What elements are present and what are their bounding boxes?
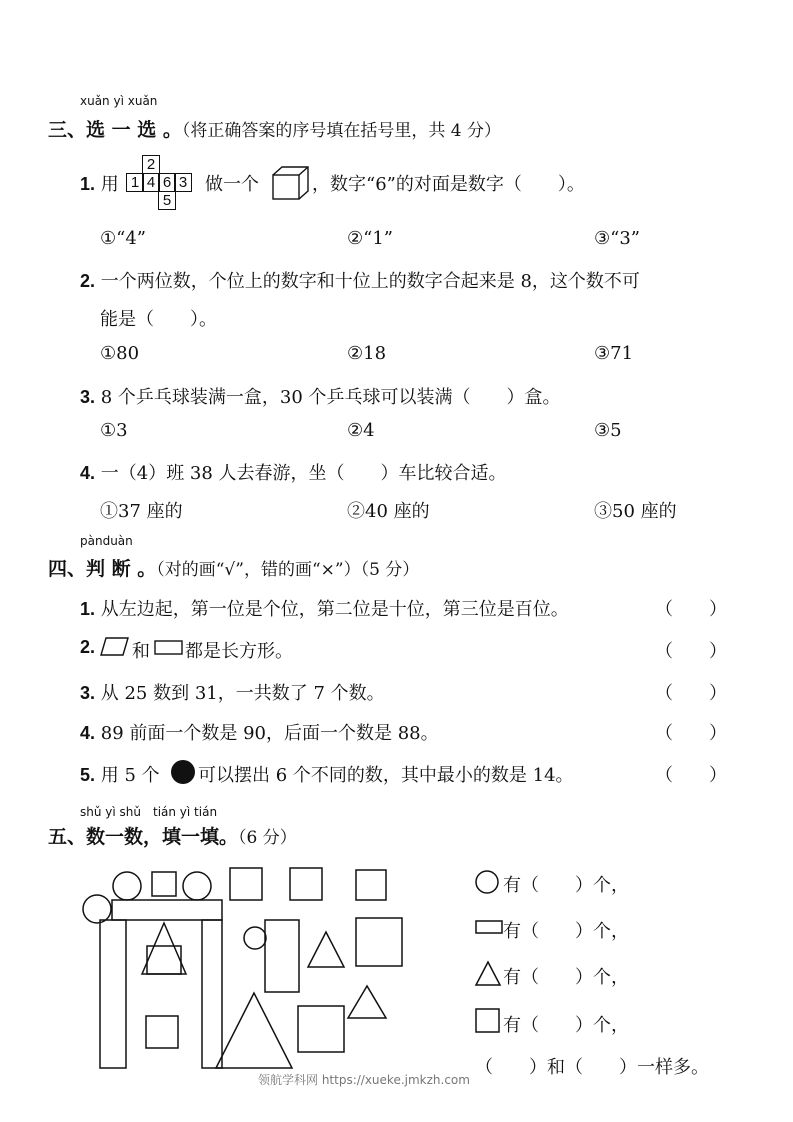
q1-number: 1. [80,174,96,194]
rectangle-icon [154,640,184,656]
count-rectangle: 有（ ）个， [503,921,629,942]
black-dot-icon [170,759,196,785]
count-square: 有（ ）个， [503,1015,629,1036]
net-cell: 3 [174,173,192,192]
q3-line [80,383,561,409]
judge-item-4 [80,719,439,745]
net-cell: 1 [126,173,144,192]
judge-item-5 [80,761,160,787]
cube-icon [272,166,310,200]
q4-option-1: ①37 座的 [100,501,183,522]
answer-paren: （ ） [655,641,727,662]
judge-number: 2. [80,637,96,657]
q4-option-3: ③50 座的 [594,501,677,522]
shapes-figure [80,860,410,1075]
judge-5-pre: 用 5 个 [100,765,160,786]
sec3-heading [48,115,501,142]
judge-item-2 [80,637,95,658]
q3-number: 3. [80,387,96,407]
sec5-title: 五、数一数，填一填。 [48,826,239,848]
q3-option-3: ③5 [594,420,622,441]
sec4-note: （对的画“√”，错的画“×”）（5 分） [156,560,420,580]
count-circle: 有（ ）个， [503,875,629,896]
judge-2-post: 都是长方形。 [185,641,293,662]
net-cell: 6 [158,173,176,192]
q1-mid: 做一个 [205,174,259,195]
cube-net-diagram [124,155,196,207]
parallelogram-icon [100,637,130,657]
judge-number: 4. [80,723,96,743]
q4-line [80,459,507,485]
sec5-pinyin: shǔ yì shǔ tián yì tián [80,805,218,819]
q1-post: ，数字“6”的对面是数字（ ）。 [312,174,585,195]
square-icon [475,1008,501,1034]
judge-text: 从左边起，第一位是个位，第二位是十位，第三位是百位。 [100,599,569,620]
judge-2-mid: 和 [132,641,150,662]
q2-line1 [80,267,640,293]
answer-paren: （ ） [655,683,727,704]
judge-item-3 [80,679,385,705]
q1-line [80,170,119,196]
judge-number: 5. [80,765,96,785]
q3-option-2: ②4 [347,420,375,441]
q4-text: 一（4）班 38 人去春游，坐（ ）车比较合适。 [100,463,507,484]
rectangle-icon [475,920,505,936]
sec4-heading [48,554,419,581]
q1-prefix: 用 [100,174,119,195]
q2-number: 2. [80,271,96,291]
net-cell: 2 [142,155,160,174]
q4-number: 4. [80,463,96,483]
triangle-icon [475,961,503,987]
q1-option-1: ①“4” [100,228,146,249]
net-cell: 4 [142,173,160,192]
sec3-pinyin: xuǎn yì xuǎn [80,94,158,108]
judge-text: 从 25 数到 31，一共数了 7 个数。 [100,683,385,704]
judge-item-1 [80,595,569,621]
watermark: 领航学科网 https://xueke.jmkzh.com [258,1073,470,1087]
q2-option-3: ③71 [594,343,634,364]
answer-paren: （ ） [655,723,727,744]
sec3-title: 三、选 一 选 。 [48,119,182,141]
judge-number: 3. [80,683,96,703]
judge-5-post: 可以摆出 6 个不同的数，其中最小的数是 14。 [198,765,574,786]
circle-icon [475,870,501,896]
q2-text: 一个两位数，个位上的数字和十位上的数字合起来是 8，这个数不可 [100,271,640,292]
sec3-note: （将正确答案的序号填在括号里，共 4 分） [181,121,501,141]
answer-paren: （ ） [655,599,727,620]
q1-option-2: ②“1” [347,228,393,249]
q2-option-1: ①80 [100,343,140,364]
q2-line2: 能是（ ）。 [100,309,217,330]
q3-option-1: ①3 [100,420,128,441]
judge-number: 1. [80,599,96,619]
answer-paren: （ ） [655,765,727,786]
q3-text: 8 个乒乓球装满一盒，30 个乒乓球可以装满（ ）盒。 [100,387,561,408]
sec5-note: （6 分） [238,828,297,848]
same-amount-line: （ ）和（ ）一样多。 [475,1057,709,1078]
sec4-pinyin: pànduàn [80,534,133,548]
net-cell: 5 [158,191,176,210]
sec5-heading [48,822,297,849]
q4-option-2: ②40 座的 [347,501,430,522]
count-triangle: 有（ ）个， [503,967,629,988]
judge-text: 89 前面一个数是 90，后面一个数是 88。 [100,723,439,744]
q1-option-3: ③“3” [594,228,640,249]
sec4-title: 四、判 断 。 [48,558,157,580]
q2-option-2: ②18 [347,343,387,364]
